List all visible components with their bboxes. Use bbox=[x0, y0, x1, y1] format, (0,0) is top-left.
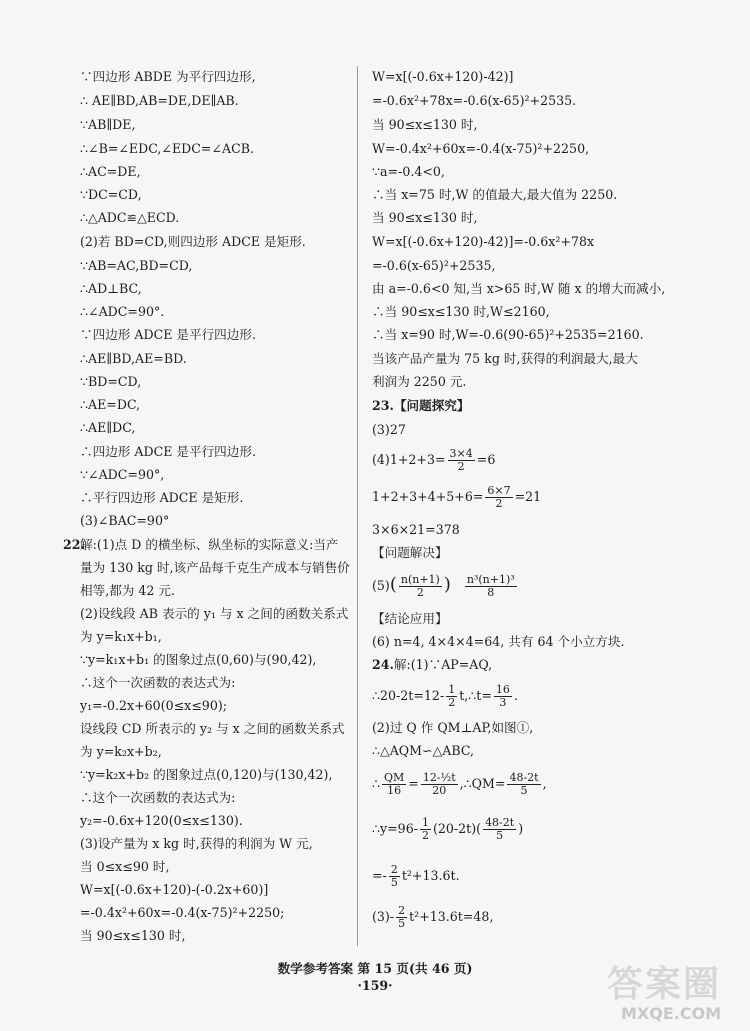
q24-line-6 bbox=[372, 817, 523, 842]
question-number-24: 24. bbox=[372, 657, 394, 672]
right-line: ∴当 x=90 时,W=-0.6(90-65)²+2535=2160. bbox=[372, 327, 644, 342]
footer-title: 数学参考答案 第 15 页(共 46 页) bbox=[277, 961, 473, 976]
fraction bbox=[507, 772, 540, 797]
left-line: ∴AC=DE, bbox=[80, 164, 141, 179]
q24-line-4: ∴△AQM∽△ABC, bbox=[372, 743, 475, 758]
question-number-23: 23. bbox=[372, 398, 394, 413]
left-line: ∴平行四边形 ADCE 是矩形. bbox=[80, 490, 244, 505]
q23-l4-suffix: =6 bbox=[476, 452, 496, 467]
fraction bbox=[420, 817, 431, 842]
q23-heading-explore: 【问题探究】 bbox=[393, 398, 470, 413]
left-line: ∵BD=CD, bbox=[80, 374, 142, 389]
q22-line: y₁=-0.2x+60(0≤x≤90); bbox=[80, 698, 227, 713]
right-line: W=x[(-0.6x+120)-42)]=-0.6x²+78x bbox=[372, 234, 595, 249]
q22-line: 相等,都为 42 元. bbox=[80, 583, 176, 598]
q24-l5-mid: ,∴QM= bbox=[459, 776, 506, 791]
frac-denominator: 5 bbox=[520, 784, 528, 797]
q23-line-3: (3)27 bbox=[372, 422, 406, 437]
fraction bbox=[483, 817, 516, 842]
q22-line: 为 y=k₂x+b₂, bbox=[80, 744, 162, 759]
left-line: ∵四边形 ADCE 是平行四边形. bbox=[80, 327, 256, 342]
right-line: ∴当 x=75 时,W 的值最大,最大值为 2250. bbox=[372, 187, 618, 202]
frac-numerator: n(n+1) bbox=[400, 573, 440, 586]
q23-heading-solve: 【问题解决】 bbox=[372, 545, 448, 560]
frac-denominator: 2 bbox=[421, 829, 429, 842]
q23-line-7 bbox=[372, 574, 519, 599]
q22-line: 解:(1)点 D 的横坐标、纵坐标的实际意义:当产 bbox=[80, 537, 339, 552]
frac-numerator: 48-2t bbox=[509, 771, 539, 784]
watermark-logo bbox=[607, 956, 742, 1026]
left-line: ∵∠ADC=90°, bbox=[80, 467, 165, 482]
frac-numerator: 2 bbox=[398, 904, 406, 917]
right-line: 利润为 2250 元. bbox=[372, 374, 467, 389]
frac-denominator: 5 bbox=[496, 829, 504, 842]
frac-numerator: 2 bbox=[390, 863, 398, 876]
q22-line: ∵y=k₁x+b₁ 的图象过点(0,60)与(90,42), bbox=[80, 652, 317, 667]
q23-l5-prefix: 1+2+3+4+5+6= bbox=[372, 489, 484, 504]
right-line: W=-0.4x²+60x=-0.4(x-75)²+2250, bbox=[372, 141, 590, 156]
fraction bbox=[396, 905, 407, 930]
q22-line: W=x[(-0.6x+120)-(-0.2x+60)] bbox=[80, 882, 269, 897]
frac-numerator: n³(n+1)³ bbox=[466, 573, 515, 586]
q24-line-3: (2)过 Q 作 QM⊥AP,如图①, bbox=[372, 720, 534, 735]
q23-l4-prefix: (4)1+2+3= bbox=[372, 452, 446, 467]
left-line: ∴ AE∥BD,AB=DE,DE∥AB. bbox=[80, 93, 239, 108]
right-line: 由 a=-0.6<0 知,当 x>65 时,W 随 x 的增大而减小, bbox=[372, 281, 666, 296]
column-divider bbox=[357, 66, 358, 946]
left-line: ∴AE=DC, bbox=[80, 397, 141, 412]
q24-l2-suffix: . bbox=[513, 688, 518, 703]
q22-line: ∴这个一次函数的表达式为: bbox=[80, 790, 236, 805]
frac-denominator: 2 bbox=[416, 586, 424, 599]
left-line: ∴AE∥BD,AE=BD. bbox=[80, 351, 187, 366]
question-number-22: 22. bbox=[63, 537, 85, 552]
q24-l8-prefix: (3)- bbox=[372, 909, 395, 924]
fraction bbox=[382, 772, 406, 797]
q24-line-1 bbox=[372, 657, 492, 673]
q22-line: 当 0≤x≤90 时, bbox=[80, 859, 170, 874]
paren-left: ( bbox=[389, 574, 397, 595]
frac-numerator: QM bbox=[384, 771, 405, 784]
q24-l8-suffix: t²+13.6t=48, bbox=[409, 909, 494, 924]
q24-line-8 bbox=[372, 905, 493, 930]
fraction bbox=[446, 684, 457, 709]
q24-l6-mid: (20-2t)( bbox=[432, 821, 482, 836]
left-line: ∴∠B=∠EDC,∠EDC=∠ACB. bbox=[80, 141, 254, 156]
frac-denominator: 3 bbox=[499, 696, 507, 709]
left-line: ∴AD⊥BC, bbox=[80, 281, 142, 296]
q24-l2-prefix: ∴20-2t=12- bbox=[372, 688, 445, 703]
q24-l6-prefix: ∴y=96- bbox=[372, 821, 418, 836]
frac-denominator: 2 bbox=[448, 696, 456, 709]
q24-l1-text: 解:(1)∵AP=AQ, bbox=[393, 657, 493, 672]
fraction bbox=[465, 574, 517, 599]
right-line: ∴当 90≤x≤130 时,W≤2160, bbox=[372, 304, 550, 319]
q23-l7-prefix: (5) bbox=[372, 578, 390, 593]
q23-l5-suffix: =21 bbox=[514, 489, 542, 504]
q23-line-5 bbox=[372, 485, 541, 510]
q22-line: ∴这个一次函数的表达式为: bbox=[80, 675, 236, 690]
frac-denominator: 20 bbox=[432, 784, 447, 797]
q22-line: 量为 130 kg 时,该产品每千克生产成本与销售价 bbox=[80, 560, 350, 575]
left-line: ∴四边形 ADCE 是平行四边形. bbox=[80, 444, 256, 459]
q24-l5-prefix: ∴ bbox=[372, 776, 381, 791]
q24-l2-mid: t,∴t= bbox=[459, 688, 492, 703]
left-line: ∴AE∥DC, bbox=[80, 420, 136, 435]
left-line: ∵四边形 ABDE 为平行四边形, bbox=[80, 69, 256, 84]
q24-l7-prefix: =- bbox=[372, 868, 387, 883]
q22-line: 设线段 CD 所表示的 y₂ 与 x 之间的函数关系式 bbox=[80, 721, 345, 736]
frac-denominator: 2 bbox=[457, 460, 465, 473]
q22-line: (3)设产量为 x kg 时,获得的利润为 W 元, bbox=[80, 836, 313, 851]
page-number: ·159· bbox=[357, 978, 393, 993]
frac-denominator: 5 bbox=[398, 917, 406, 930]
watermark-text: 答案圈 bbox=[607, 964, 722, 1005]
frac-denominator: 16 bbox=[387, 784, 402, 797]
right-line: ∵a=-0.4<0, bbox=[372, 164, 445, 179]
left-line: ∵AB∥DE, bbox=[80, 117, 136, 132]
frac-numerator: 3×4 bbox=[449, 447, 473, 460]
q23-line-4 bbox=[372, 448, 495, 473]
right-line: 当该产品产量为 75 kg 时,获得的利润最大,最大 bbox=[372, 351, 638, 366]
q24-l5-suffix: , bbox=[542, 776, 547, 791]
q22-line: (2)设线段 AB 表示的 y₁ 与 x 之间的函数关系式 bbox=[80, 606, 349, 621]
q24-line-2 bbox=[372, 684, 518, 709]
q22-line: =-0.4x²+60x=-0.4(x-75)²+2250; bbox=[80, 905, 285, 920]
frac-denominator: 8 bbox=[487, 586, 495, 599]
watermark-url: MXQE.COM bbox=[621, 1004, 722, 1023]
fraction bbox=[485, 485, 512, 510]
q23-line-8: (6) n=4, 4×4×4=64, 共有 64 个小立方块. bbox=[372, 634, 625, 649]
frac-denominator: 5 bbox=[390, 876, 398, 889]
q22-line: ∵y=k₂x+b₂ 的图象过点(0,120)与(130,42), bbox=[80, 767, 333, 782]
frac-denominator: 2 bbox=[495, 497, 503, 510]
left-line: ∴∠ADC=90°. bbox=[80, 304, 165, 319]
right-line: 当 90≤x≤130 时, bbox=[372, 210, 478, 225]
left-line: ∴△ADC≌△ECD. bbox=[80, 210, 180, 225]
q24-line-7 bbox=[372, 864, 460, 889]
q22-line: 为 y=k₁x+b₁, bbox=[80, 629, 162, 644]
right-line: 当 90≤x≤130 时, bbox=[372, 117, 478, 132]
frac-numerator: 12-½t bbox=[422, 771, 456, 784]
left-line: (2)若 BD=CD,则四边形 ADCE 是矩形. bbox=[80, 234, 306, 249]
fraction bbox=[421, 772, 458, 797]
right-line: W=x[(-0.6x+120)-42)] bbox=[372, 69, 514, 84]
right-line: =-0.6x²+78x=-0.6(x-65)²+2535. bbox=[372, 93, 577, 108]
q24-l5-eq: = bbox=[408, 776, 419, 791]
right-line: =-0.6(x-65)²+2535, bbox=[372, 258, 496, 273]
left-line: ∵AB=AC,BD=CD, bbox=[80, 258, 193, 273]
left-line: (3)∠BAC=90° bbox=[80, 513, 170, 528]
fraction bbox=[448, 448, 475, 473]
q23-title bbox=[372, 398, 469, 414]
paren-right: ) bbox=[443, 574, 451, 595]
q24-l7-suffix: t²+13.6t. bbox=[401, 868, 460, 883]
fraction bbox=[389, 864, 400, 889]
frac-numerator: 48-2t bbox=[485, 816, 515, 829]
frac-numerator: 16 bbox=[495, 683, 510, 696]
q23-heading-apply: 【结论应用】 bbox=[372, 611, 448, 626]
q22-line: y₂=-0.6x+120(0≤x≤130). bbox=[80, 813, 243, 828]
frac-numerator: 6×7 bbox=[487, 484, 511, 497]
frac-numerator: 1 bbox=[448, 683, 456, 696]
left-line: ∵DC=CD, bbox=[80, 187, 142, 202]
q23-line-6: 3×6×21=378 bbox=[372, 522, 460, 537]
fraction bbox=[399, 574, 442, 599]
q24-l6-suffix: ) bbox=[518, 821, 524, 836]
q24-line-5 bbox=[372, 772, 547, 797]
fraction bbox=[494, 684, 512, 709]
frac-numerator: 1 bbox=[421, 816, 429, 829]
q22-line: 当 90≤x≤130 时, bbox=[80, 928, 186, 943]
